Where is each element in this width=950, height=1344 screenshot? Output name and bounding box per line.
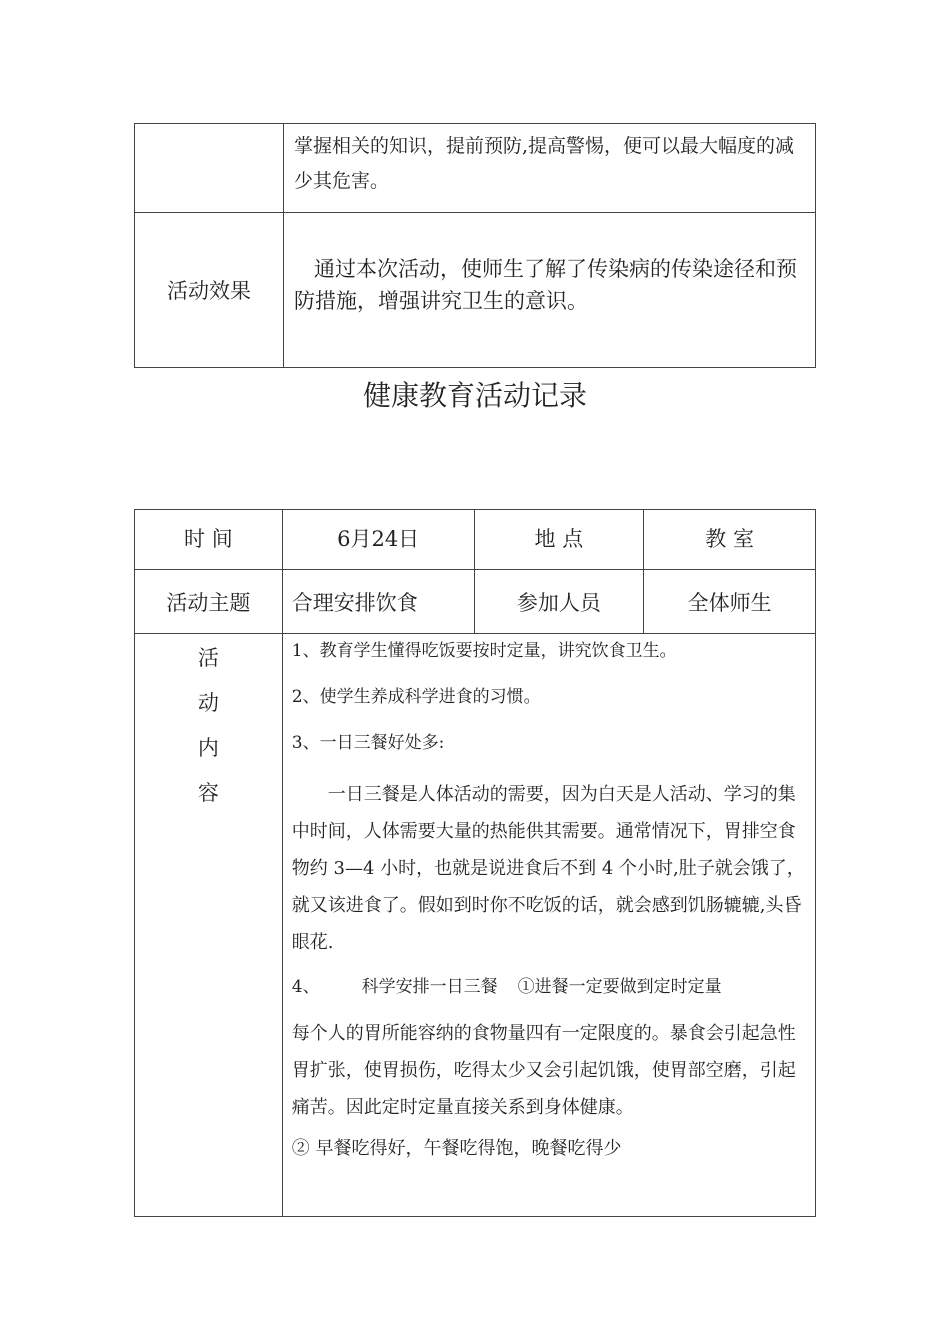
content-label-char: 动 xyxy=(197,691,219,715)
content-item-4 xyxy=(292,973,807,1001)
effect-text: 通过本次活动，使师生了解了传染病的传染途径和预防措施，增强讲究卫生的意识。 xyxy=(294,257,797,313)
item4-subtitle: ①进餐一定要做到定时定量 xyxy=(517,977,722,997)
participants-label: 参加人员 xyxy=(474,570,644,634)
place-label: 地 点 xyxy=(474,510,644,570)
item4-number: 4、 xyxy=(291,977,320,997)
page-title: 健康教育活动记录 xyxy=(362,379,587,412)
content-cell xyxy=(282,634,815,1217)
time-value: 6月24日 xyxy=(282,510,474,570)
content-label-char: 活 xyxy=(197,646,219,670)
continued-text: 掌握相关的知识，提前预防,提高警惕，便可以最大幅度的减少其危害。 xyxy=(294,135,795,192)
theme-label: 活动主题 xyxy=(135,570,283,634)
participants-value: 全体师生 xyxy=(644,570,816,634)
effect-label: 活动效果 xyxy=(135,213,284,368)
continued-content-cell xyxy=(284,124,816,213)
content-paragraph-2: 每个人的胃所能容纳的食物量四有一定限度的。暴食会引起急性胃扩张，使胃损伤，吃得太少又会引起饥饿，使胃部空磨，引起痛苦。因此定时定量直接关系到身体健康。 xyxy=(291,1023,796,1118)
content-item-2: 2、使学生养成科学进食的习惯。 xyxy=(291,687,541,707)
item4-title: 科学安排一日三餐 xyxy=(361,977,498,997)
content-label-char: 容 xyxy=(197,781,219,805)
content-item-3: 3、一日三餐好处多: xyxy=(291,733,445,753)
activity-record-table xyxy=(134,509,816,1217)
content-item-1: 1、教育学生懂得吃饭要按时定量，讲究饮食卫生。 xyxy=(291,641,677,661)
theme-value: 合理安排饮食 xyxy=(282,570,474,634)
content-paragraph-1: 一日三餐是人体活动的需要，因为白天是人活动、学习的集中时间，人体需要大量的热能供其需要。通常情况下，胃排空食物约 3—4 小时，也就是说进食后不到 4 个小时,肚子就会饿了，就又该进食了。假如到时你不吃饭的话，就会感到饥肠辘辘,头昏眼花. xyxy=(291,784,805,953)
time-label: 时 间 xyxy=(135,510,283,570)
content-label-char: 内 xyxy=(197,736,219,760)
empty-label-cell xyxy=(135,124,284,213)
content-label xyxy=(135,634,283,1217)
previous-record-table xyxy=(134,123,816,368)
place-value: 教 室 xyxy=(644,510,816,570)
content-item-5: ② 早餐吃得好，午餐吃得饱，晚餐吃得少 xyxy=(291,1138,622,1159)
effect-content-cell xyxy=(284,213,816,368)
